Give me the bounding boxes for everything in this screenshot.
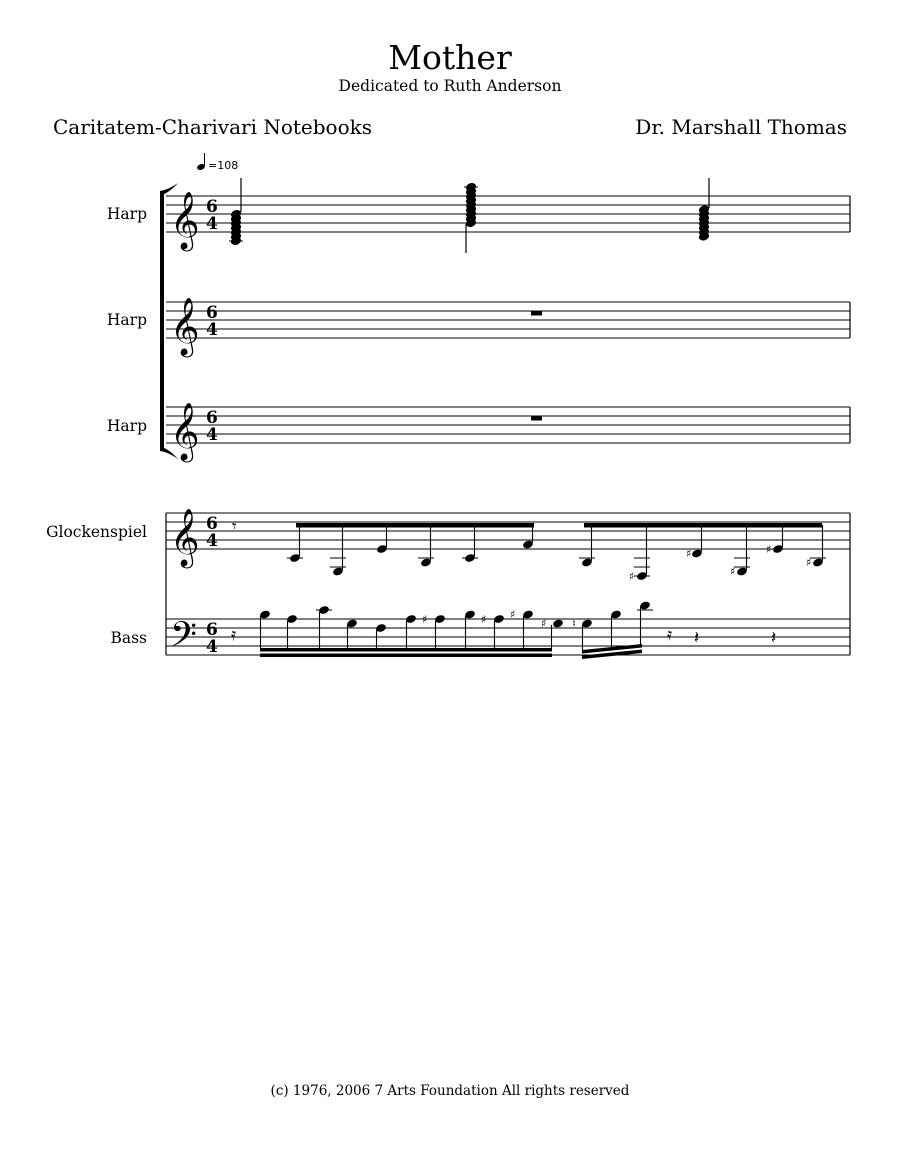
instrument-label-harp-1: Harp [106,205,147,223]
composer-name: Dr. Marshall Thomas [635,115,847,139]
beam [584,523,822,528]
sharp-icon: ♯ [510,608,516,621]
instrument-label-harp-3: Harp [106,417,147,435]
sharp-icon: ♯ [541,617,547,630]
sixteenth-rest: 𝄿 [667,625,673,645]
staff-harp-2 [166,302,850,338]
sharp-icon: ♯ [629,570,635,583]
svg-text:4: 4 [206,214,218,234]
staff-harp-1 [166,196,850,232]
treble-clef-icon: 𝄞 [170,297,200,355]
beam [260,654,552,658]
sharp-icon: ♯ [481,613,487,626]
instrument-label-bass: Bass [110,629,147,647]
svg-text:4: 4 [206,320,218,340]
svg-text:6: 6 [206,197,218,217]
staff-harp-3 [166,407,850,443]
sharp-icon: ♯ [766,543,772,556]
quarter-rest: 𝄽 [694,628,700,648]
harp-1-chord-3 [698,178,710,242]
bass-clef-icon: 𝄢 [170,614,198,663]
tempo-text: =108 [208,159,239,172]
staff-glockenspiel [166,513,850,549]
sharp-icon: ♯ [730,565,736,578]
sharp-icon: ♯ [806,556,812,569]
whole-rest [531,311,542,316]
bass-notes [231,600,776,659]
svg-text:4: 4 [206,637,218,657]
svg-text:6: 6 [206,303,218,323]
whole-rest [531,416,542,421]
glock-noteheads [289,539,824,581]
staff-lines [166,196,850,655]
sharp-icon: ♯ [686,547,692,560]
time-signatures [206,197,218,657]
tempo-marking [196,153,238,172]
sharp-icon: ♯ [422,613,428,626]
svg-text:6: 6 [206,620,218,640]
instrument-label-harp-2: Harp [106,311,147,329]
glockenspiel-notes [232,517,826,583]
copyright-notice: (c) 1976, 2006 7 Arts Foundation All rights reserved [270,1083,630,1099]
collection-name: Caritatem-Charivari Notebooks [53,115,373,139]
harp-1-chord-1 [229,178,243,246]
treble-clef-icon: 𝄞 [170,191,200,249]
sixteenth-rest: 𝄿 [231,625,237,645]
svg-text:6: 6 [206,514,218,534]
treble-clef-icon: 𝄞 [170,402,200,460]
natural-icon: ♮ [572,617,576,630]
beam [296,523,534,528]
svg-text:6: 6 [206,408,218,428]
harp-1-chord-2 [464,182,478,253]
page-title: Mother [388,38,512,77]
svg-text:4: 4 [206,425,218,445]
instrument-label-glockenspiel: Glockenspiel [46,523,147,541]
svg-text:4: 4 [206,531,218,551]
quarter-rest: 𝄽 [771,628,777,648]
treble-clef-icon: 𝄞 [170,508,200,566]
dedication: Dedicated to Ruth Anderson [338,77,562,95]
eighth-rest: 𝄾 [232,517,237,537]
